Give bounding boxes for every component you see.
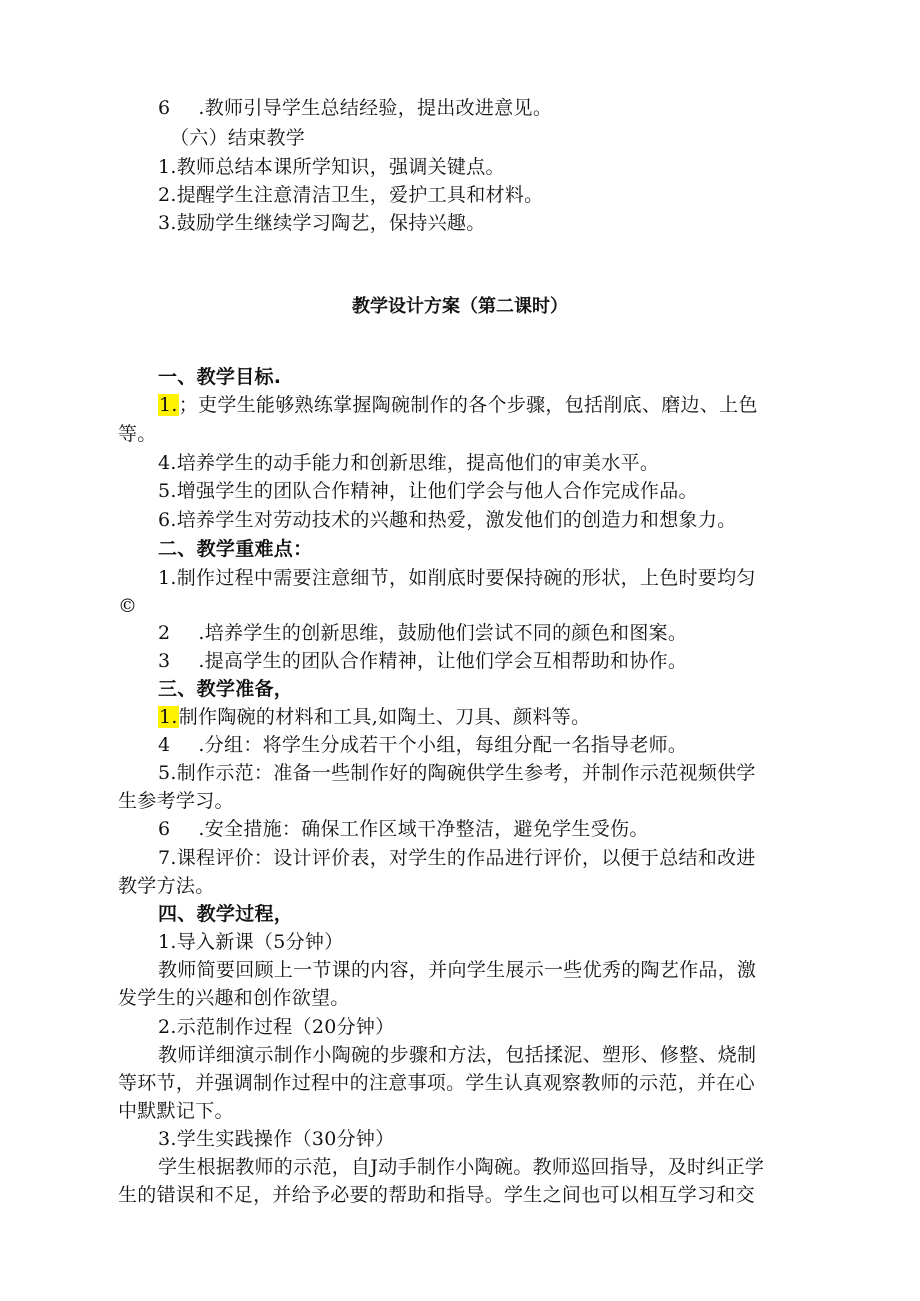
step-title bbox=[158, 1013, 872, 1041]
item-text: 制作陶碗的材料和工具,如陶土、刀具、颜料等。 bbox=[178, 706, 591, 728]
item-number: 2 bbox=[158, 184, 171, 206]
item-number: 2 bbox=[158, 622, 171, 644]
item-number: 3 bbox=[158, 650, 171, 672]
item-text: .鼓励学生继续学习陶艺，保持兴趣。 bbox=[170, 212, 486, 234]
item-number: 7 bbox=[158, 847, 171, 869]
highlighted-item-number: 1. bbox=[159, 706, 178, 728]
item-text: .课程评价：设计评价表，对学生的作品进行评价，以便于总结和改进 bbox=[170, 847, 756, 869]
item-text: .分组：将学生分成若干个小组，每组分配一名指导老师。 bbox=[198, 734, 688, 756]
section-heading: 二、教学重难点： bbox=[158, 538, 313, 560]
item-text: .制作示范：准备一些制作好的陶碗供学生参考，并制作示范视频供学 bbox=[170, 762, 756, 784]
list-item bbox=[158, 815, 872, 843]
prev-list-item bbox=[158, 181, 872, 209]
list-item bbox=[158, 759, 872, 787]
item-number: 1 bbox=[158, 567, 171, 589]
step-title-text: .导入新课（5分钟） bbox=[170, 931, 344, 953]
list-item bbox=[158, 449, 872, 477]
prev-list-item bbox=[158, 209, 872, 237]
item-text: .增强学生的团队合作精神，让他们学会与他人合作完成作品。 bbox=[170, 480, 698, 502]
list-item-continuation: 教学方法。 bbox=[118, 875, 215, 897]
list-item-continuation: © bbox=[118, 595, 138, 617]
list-item bbox=[158, 844, 872, 872]
item-text: .提高学生的团队合作精神，让他们学会互相帮助和协作。 bbox=[198, 650, 688, 672]
section-heading: 三、教学准备， bbox=[158, 678, 294, 700]
paragraph-line: 教师详细演示制作小陶碗的步骤和方法，包括揉泥、塑形、修整、烧制 bbox=[158, 1044, 757, 1066]
document-title: 教学设计方案（第二课时） bbox=[352, 296, 568, 317]
highlighted-item-number: 1. bbox=[159, 394, 178, 416]
item-number: 1 bbox=[158, 156, 171, 178]
subsection-heading bbox=[170, 124, 884, 152]
list-item-continuation: 等。 bbox=[118, 423, 157, 445]
item-number: 4 bbox=[158, 452, 171, 474]
step-number: 2 bbox=[158, 1016, 171, 1038]
step-title-text: .学生实践操作（30分钟） bbox=[170, 1128, 395, 1150]
item-number: 5 bbox=[158, 480, 171, 502]
item-text: .培养学生对劳动技术的兴趣和热爱，激发他们的创造力和想象力。 bbox=[170, 509, 737, 531]
step-title-text: .示范制作过程（20分钟） bbox=[170, 1016, 395, 1038]
section-heading: 四、教学过程， bbox=[158, 903, 294, 925]
item-text: .提醒学生注意清洁卫生，爱护工具和材料。 bbox=[170, 184, 544, 206]
list-item bbox=[158, 647, 872, 675]
item-number: 6 bbox=[158, 97, 171, 119]
list-item bbox=[158, 619, 872, 647]
subsection-heading-text: （六）结束教学 bbox=[170, 127, 306, 149]
prev-list-item bbox=[158, 94, 872, 122]
list-item bbox=[158, 477, 872, 505]
paragraph-line: 教师简要回顾上一节课的内容，并向学生展示一些优秀的陶艺作品，激 bbox=[158, 959, 757, 981]
item-text: .安全措施：确保工作区域干净整洁，避免学生受伤。 bbox=[198, 818, 649, 840]
item-text: .教师总结本课所学知识，强调关键点。 bbox=[170, 156, 505, 178]
item-number: 3 bbox=[158, 212, 171, 234]
item-text: .制作过程中需要注意细节，如削底时要保持碗的形状，上色时要均匀 bbox=[170, 567, 756, 589]
item-number: 5 bbox=[158, 762, 171, 784]
list-item-continuation: 生参考学习。 bbox=[118, 790, 234, 812]
paragraph-line: 学生根据教师的示范，自J动手制作小陶碗。教师巡回指导，及时纠正学 bbox=[158, 1156, 765, 1178]
step-title bbox=[158, 928, 872, 956]
item-text: .教师引导学生总结经验，提出改进意见。 bbox=[198, 97, 553, 119]
paragraph-line: 中默默记下。 bbox=[118, 1100, 234, 1122]
list-item bbox=[158, 731, 872, 759]
step-number: 1 bbox=[158, 931, 171, 953]
paragraph-line: 生的错误和不足，并给予必要的帮助和指导。学生之间也可以相互学习和交 bbox=[118, 1184, 755, 1206]
list-item bbox=[158, 703, 872, 731]
list-item bbox=[158, 391, 872, 419]
item-number: 6 bbox=[158, 509, 171, 531]
list-item bbox=[158, 506, 872, 534]
prev-list-item bbox=[158, 153, 872, 181]
item-number: 4 bbox=[158, 734, 171, 756]
step-number: 3 bbox=[158, 1128, 171, 1150]
paragraph-line: 发学生的兴趣和创作欲望。 bbox=[118, 987, 350, 1009]
item-text: ；吏学生能够熟练掌握陶碗制作的各个步骤，包括削底、磨边、上色 bbox=[178, 394, 758, 416]
section-heading: 一、教学目标. bbox=[158, 366, 282, 388]
item-text: .培养学生的动手能力和创新思维，提高他们的审美水平。 bbox=[170, 452, 660, 474]
step-title bbox=[158, 1125, 872, 1153]
item-number: 6 bbox=[158, 818, 171, 840]
item-text: .培养学生的创新思维，鼓励他们尝试不同的颜色和图案。 bbox=[198, 622, 688, 644]
list-item bbox=[158, 564, 872, 592]
paragraph-line: 等环节，并强调制作过程中的注意事项。学生认真观察教师的示范，并在心 bbox=[118, 1072, 755, 1094]
